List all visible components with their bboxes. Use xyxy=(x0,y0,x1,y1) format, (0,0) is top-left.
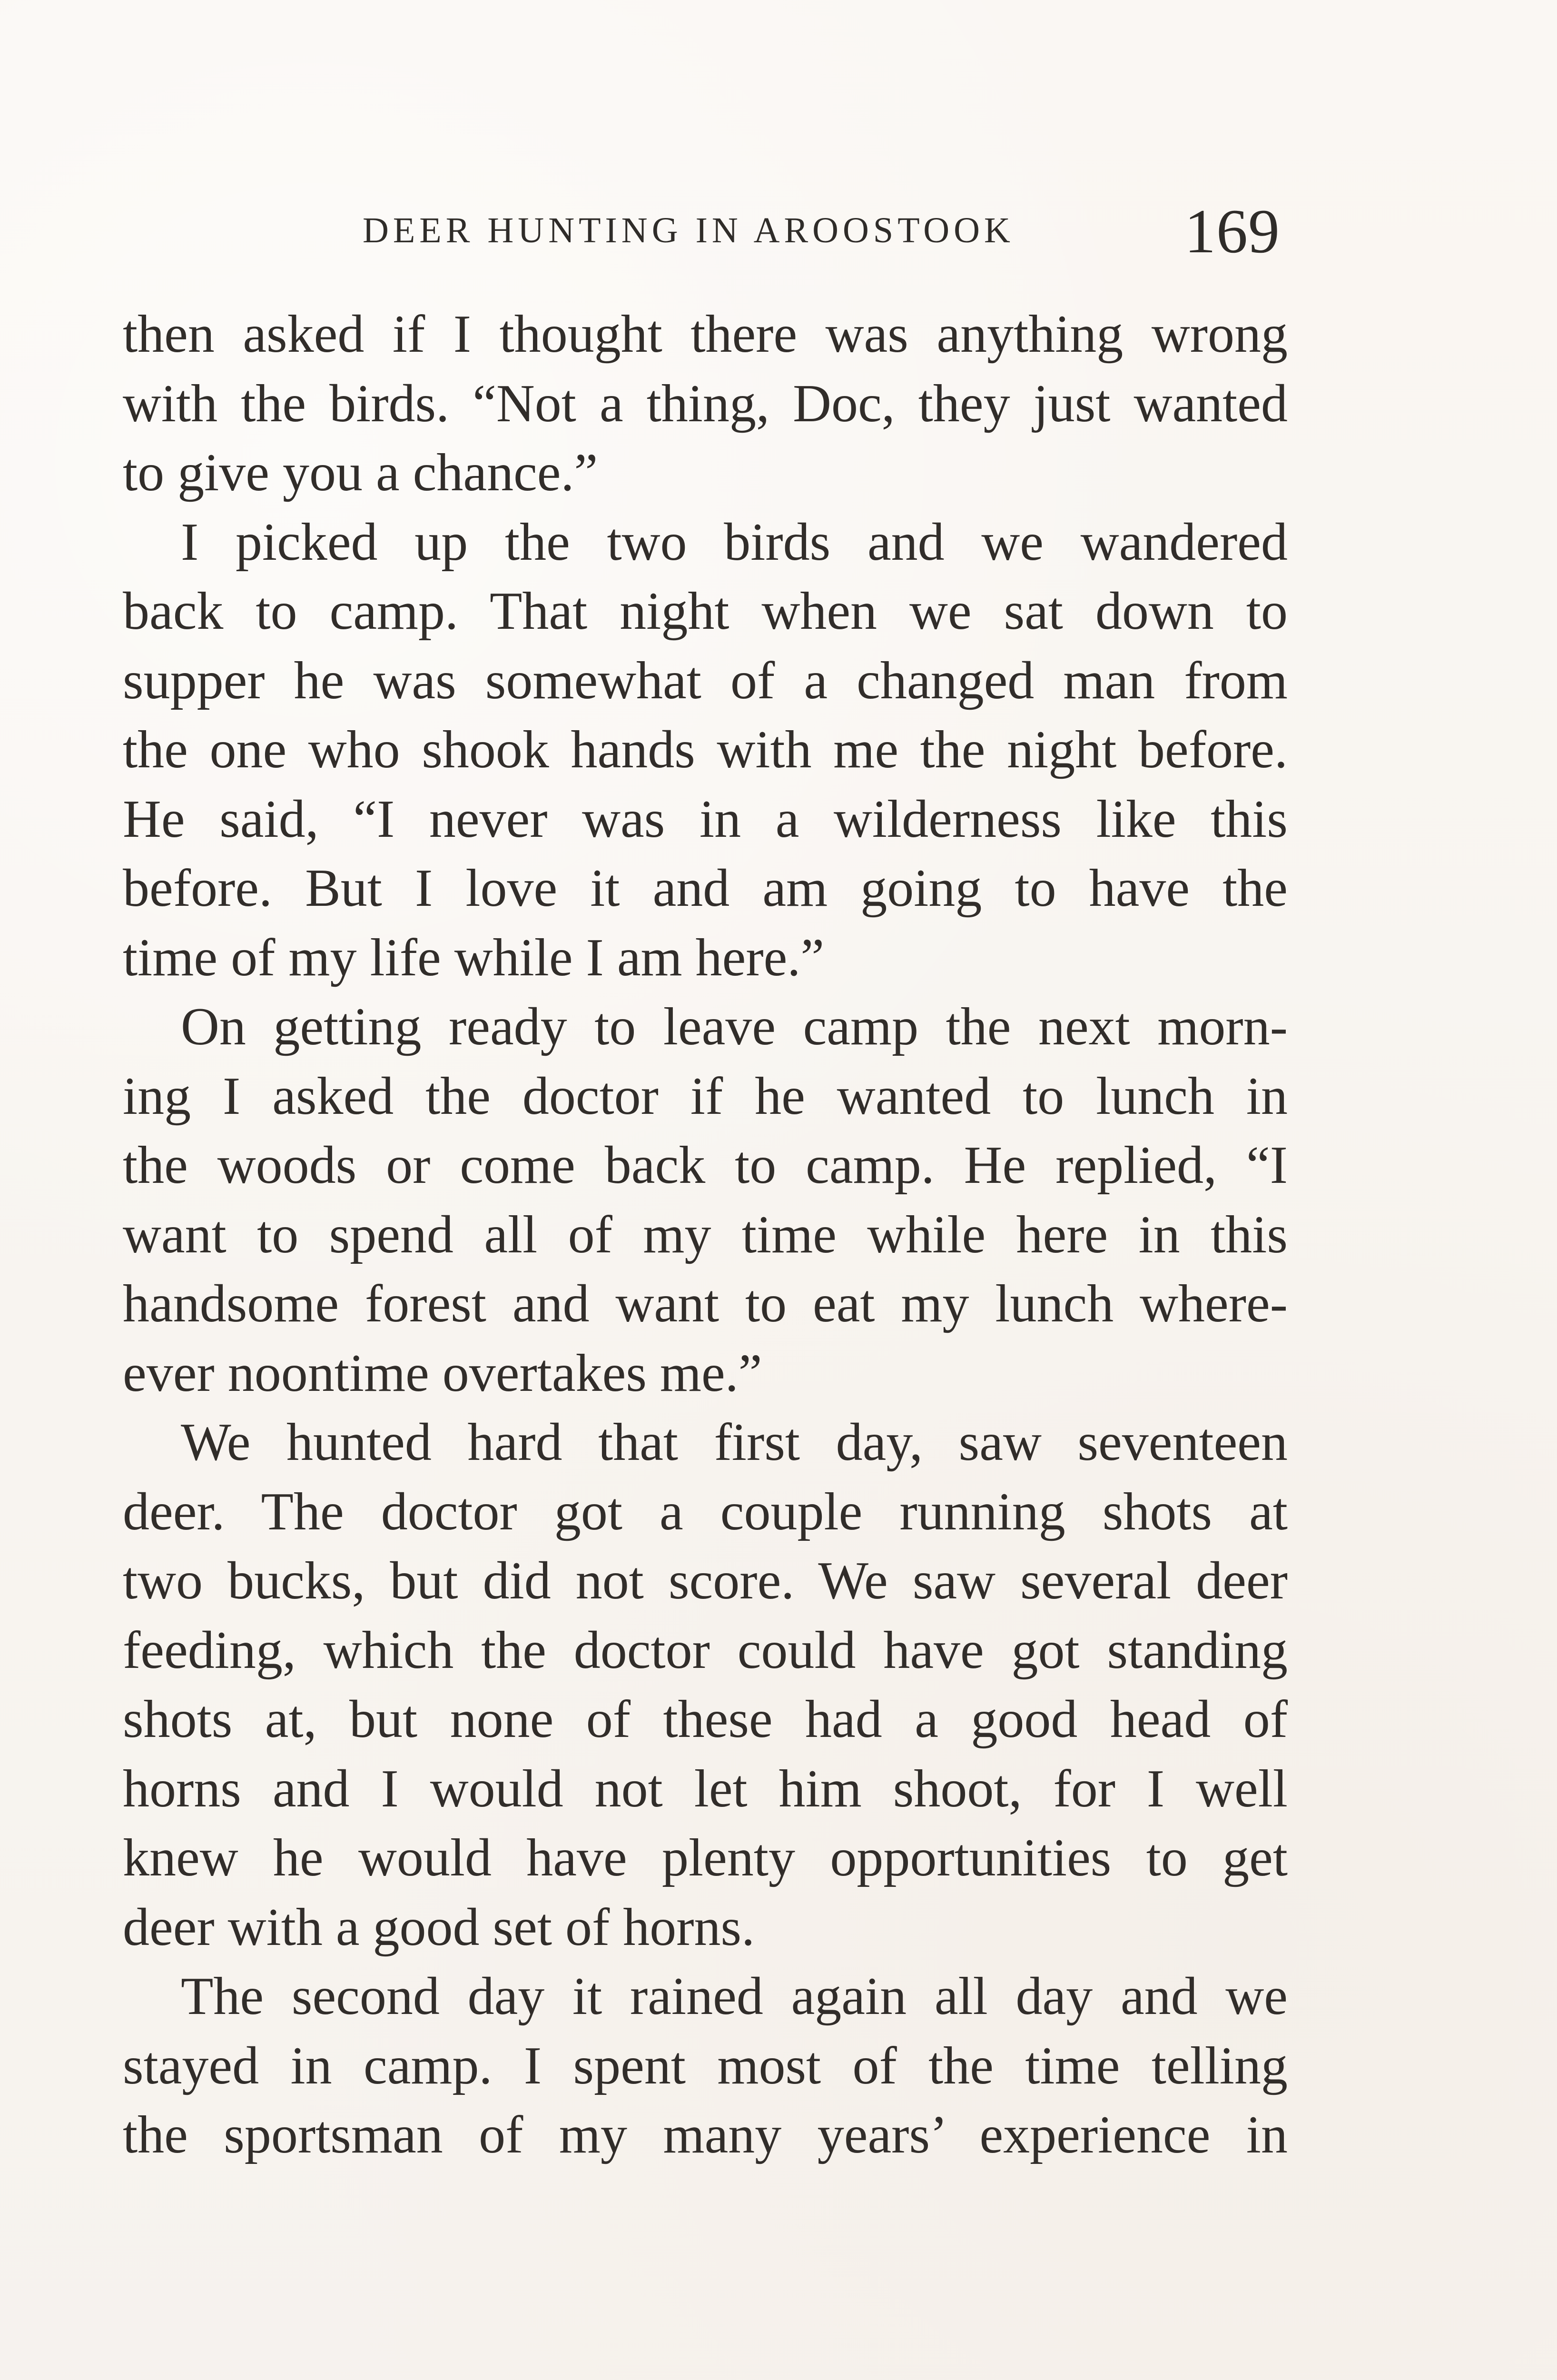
text-line: two bucks, but did not score. We saw several deer xyxy=(123,1551,1288,1610)
text-line: feeding, which the doctor could have got standing xyxy=(123,1620,1288,1680)
text-line: I picked up the two birds and we wandered xyxy=(181,512,1288,572)
text-line: want to spend all of my time while here in this xyxy=(123,1205,1288,1264)
paragraph-birds xyxy=(123,508,1288,993)
text-line: horns and I would not let him shoot, for I well xyxy=(123,1759,1288,1818)
text-line: deer with a good set of horns. xyxy=(123,1897,755,1957)
paragraph-first-day xyxy=(123,1408,1288,1962)
text-line: handsome forest and want to eat my lunch where- xyxy=(123,1274,1288,1333)
chapter-running-title: DEER HUNTING IN AROOSTOOK xyxy=(363,210,1015,250)
text-line: We hunted hard that first day, saw seventeen xyxy=(181,1413,1288,1472)
text-line: with the birds. “Not a thing, Doc, they just wanted xyxy=(123,374,1288,433)
text-line: ing I asked the doctor if he wanted to lunch in xyxy=(123,1066,1288,1126)
text-line: the sportsman of my many years’ experience in xyxy=(123,2105,1288,2164)
text-line: the one who shook hands with me the night before. xyxy=(123,720,1288,779)
page-number: 169 xyxy=(1184,196,1280,266)
text-line: deer. The doctor got a couple running shots at xyxy=(123,1482,1288,1541)
text-line: stayed in camp. I spent most of the time telling xyxy=(123,2036,1288,2095)
text-line: ever noontime overtakes me.” xyxy=(123,1343,762,1403)
text-line: He said, “I never was in a wilderness like this xyxy=(123,789,1288,849)
paragraph-lunch xyxy=(123,992,1288,1408)
body-text xyxy=(123,300,1288,2170)
running-head xyxy=(129,196,1280,286)
text-line: before. But I love it and am going to have the xyxy=(123,859,1288,918)
text-line: the woods or come back to camp. He replied, “I xyxy=(123,1136,1288,1195)
text-line: supper he was somewhat of a changed man from xyxy=(123,651,1288,710)
text-line: On getting ready to leave camp the next morn- xyxy=(181,997,1288,1056)
paragraph-second-day xyxy=(123,1962,1288,2170)
text-line: knew he would have plenty opportunities to get xyxy=(123,1828,1288,1887)
text-line: shots at, but none of these had a good head of xyxy=(123,1690,1288,1749)
text-line: back to camp. That night when we sat down to xyxy=(123,582,1288,641)
text-line: to give you a chance.” xyxy=(123,443,598,502)
paragraph-continued xyxy=(123,300,1288,508)
text-line: The second day it rained again all day and we xyxy=(181,1967,1288,2026)
text-line: time of my life while I am here.” xyxy=(123,928,825,987)
text-line: then asked if I thought there was anything wrong xyxy=(123,305,1288,364)
